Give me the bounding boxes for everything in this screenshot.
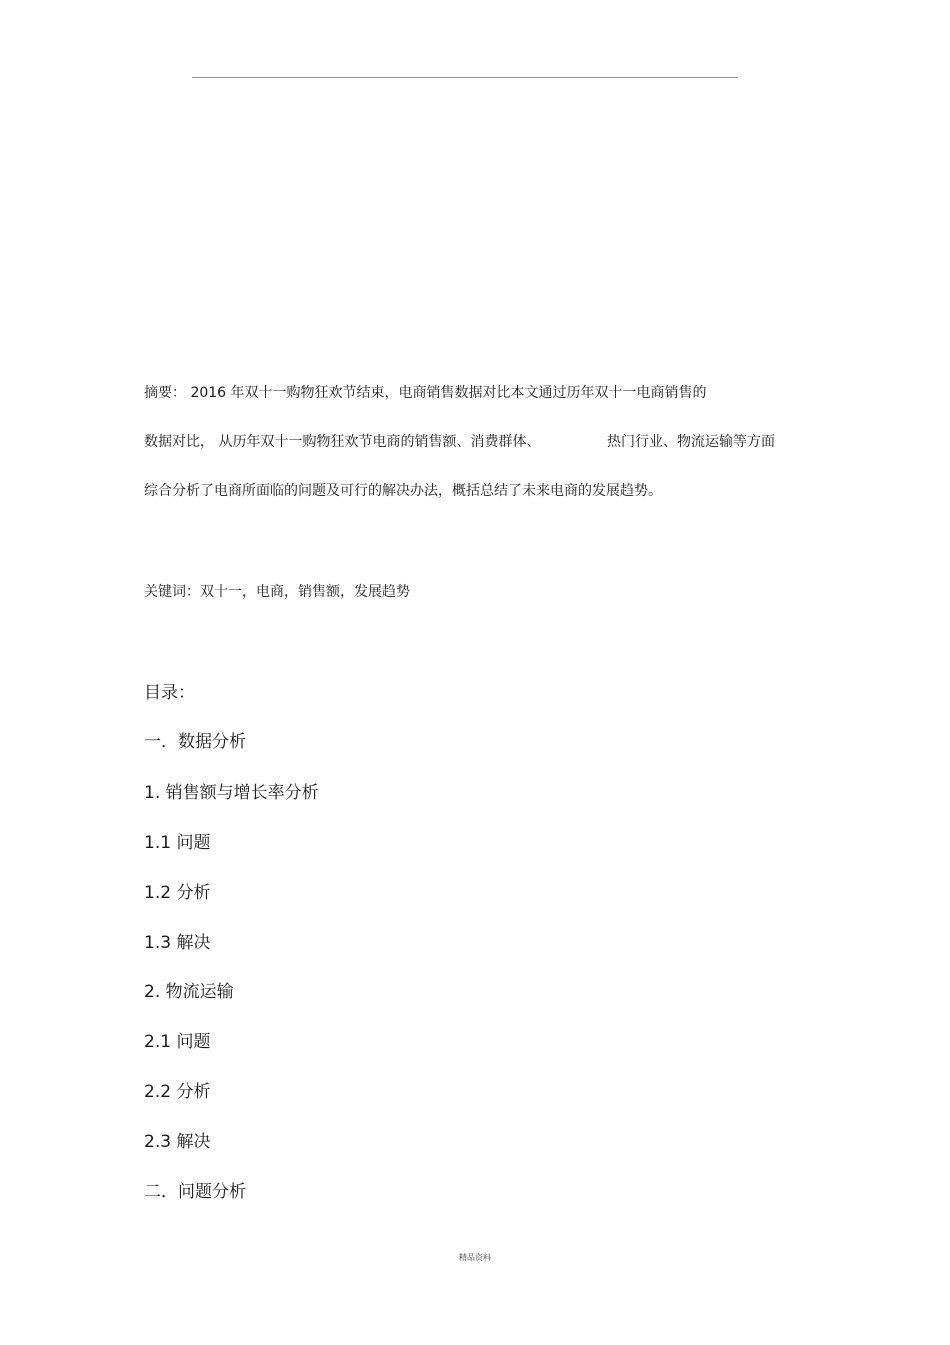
abstract-line-1: 摘要： 2016 年双十一购物狂欢节结束，电商销售数据对比本文通过历年双十一电商销售的 <box>144 385 707 401</box>
toc-item: 1.2 分析 <box>144 883 211 903</box>
toc-item: 2. 物流运输 <box>144 982 234 1002</box>
toc-item: 一．数据分析 <box>144 732 246 752</box>
header-rule <box>192 77 738 78</box>
keywords-line: 关键词：双十一，电商，销售额，发展趋势 <box>144 584 410 600</box>
toc-item: 1. 销售额与增长率分析 <box>144 783 319 803</box>
toc-item: 1.3 解决 <box>144 933 211 953</box>
toc-item: 2.2 分析 <box>144 1082 211 1102</box>
toc-item: 二．问题分析 <box>144 1182 246 1202</box>
toc-item: 1.1 问题 <box>144 833 211 853</box>
abstract-line-2-part-b: 热门行业、物流运输等方面 <box>607 434 775 450</box>
toc-title: 目录： <box>144 683 195 703</box>
abstract-line-3: 综合分析了电商所面临的问题及可行的解决办法，概括总结了未来电商的发展趋势。 <box>144 483 662 499</box>
abstract-line-2-part-a: 数据对比， 从历年双十一购物狂欢节电商的销售额、消费群体、 <box>144 434 541 450</box>
footer-note: 精品资料 <box>459 1253 491 1262</box>
toc-item: 2.1 问题 <box>144 1032 211 1052</box>
abstract-line-2 <box>144 433 775 451</box>
toc-item: 2.3 解决 <box>144 1132 211 1152</box>
